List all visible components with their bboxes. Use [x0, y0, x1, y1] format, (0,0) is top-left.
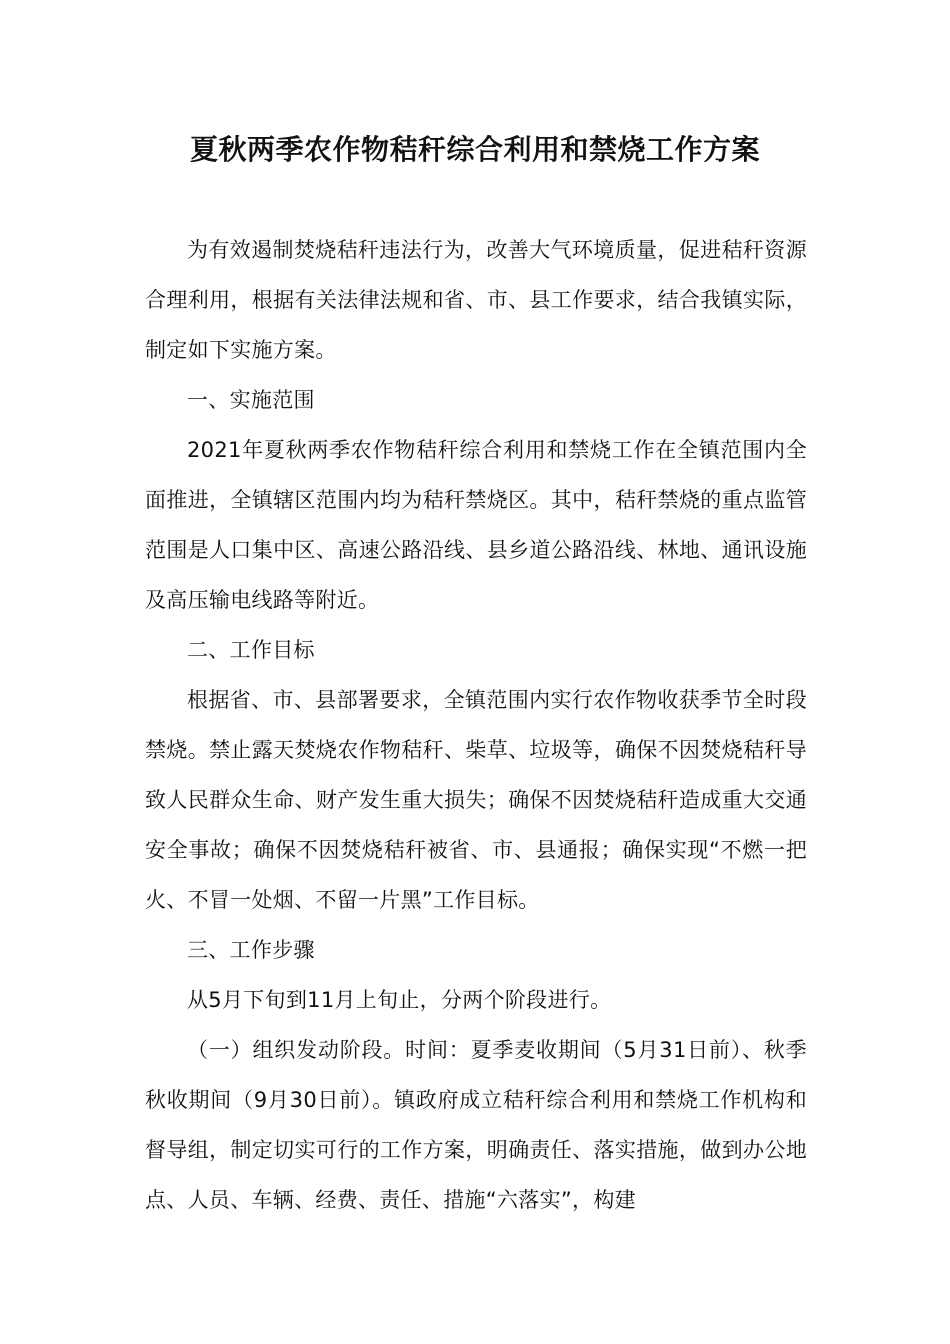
intro-paragraph: 为有效遏制焚烧秸秆违法行为，改善大气环境质量，促进秸秆资源合理利用，根据有关法律法规和省、市、县工作要求，结合我镇实际，制定如下实施方案。: [145, 238, 807, 362]
document-body: [145, 225, 807, 1225]
section-heading-goals: 二、工作目标: [187, 638, 315, 662]
goals-paragraph: 根据省、市、县部署要求，全镇范围内实行农作物收获季节全时段禁烧。禁止露天焚烧农作物秸秆、柴草、垃圾等，确保不因焚烧秸秆导致人民群众生命、财产发生重大损失；确保不因焚烧秸秆造成重大交通安全事故；确保不因焚烧秸秆被省、市、县通报；确保实现“不燃一把火、不冒一处烟、不留一片黑”工作目标。: [145, 688, 807, 912]
section-heading-scope: 一、实施范围: [187, 388, 315, 412]
section-heading-steps: 三、工作步骤: [187, 938, 315, 962]
scope-paragraph: 2021年夏秋两季农作物秸秆综合利用和禁烧工作在全镇范围内全面推进，全镇辖区范围内均为秸秆禁烧区。其中，秸秆禁烧的重点监管范围是人口集中区、高速公路沿线、县乡道公路沿线、林地、通讯设施及高压输电线路等附近。: [145, 438, 807, 612]
stage-one-paragraph: （一）组织发动阶段。时间：夏季麦收期间（5月31日前）、秋季秋收期间（9月30日前）。镇政府成立秸秆综合利用和禁烧工作机构和督导组，制定切实可行的工作方案，明确责任、落实措施，做到办公地点、人员、车辆、经费、责任、措施“六落实”，构建: [145, 1038, 807, 1212]
steps-paragraph: 从5月下旬到11月上旬止，分两个阶段进行。: [187, 988, 612, 1012]
document-title: 夏秋两季农作物秸秆综合利用和禁烧工作方案: [189, 133, 760, 166]
